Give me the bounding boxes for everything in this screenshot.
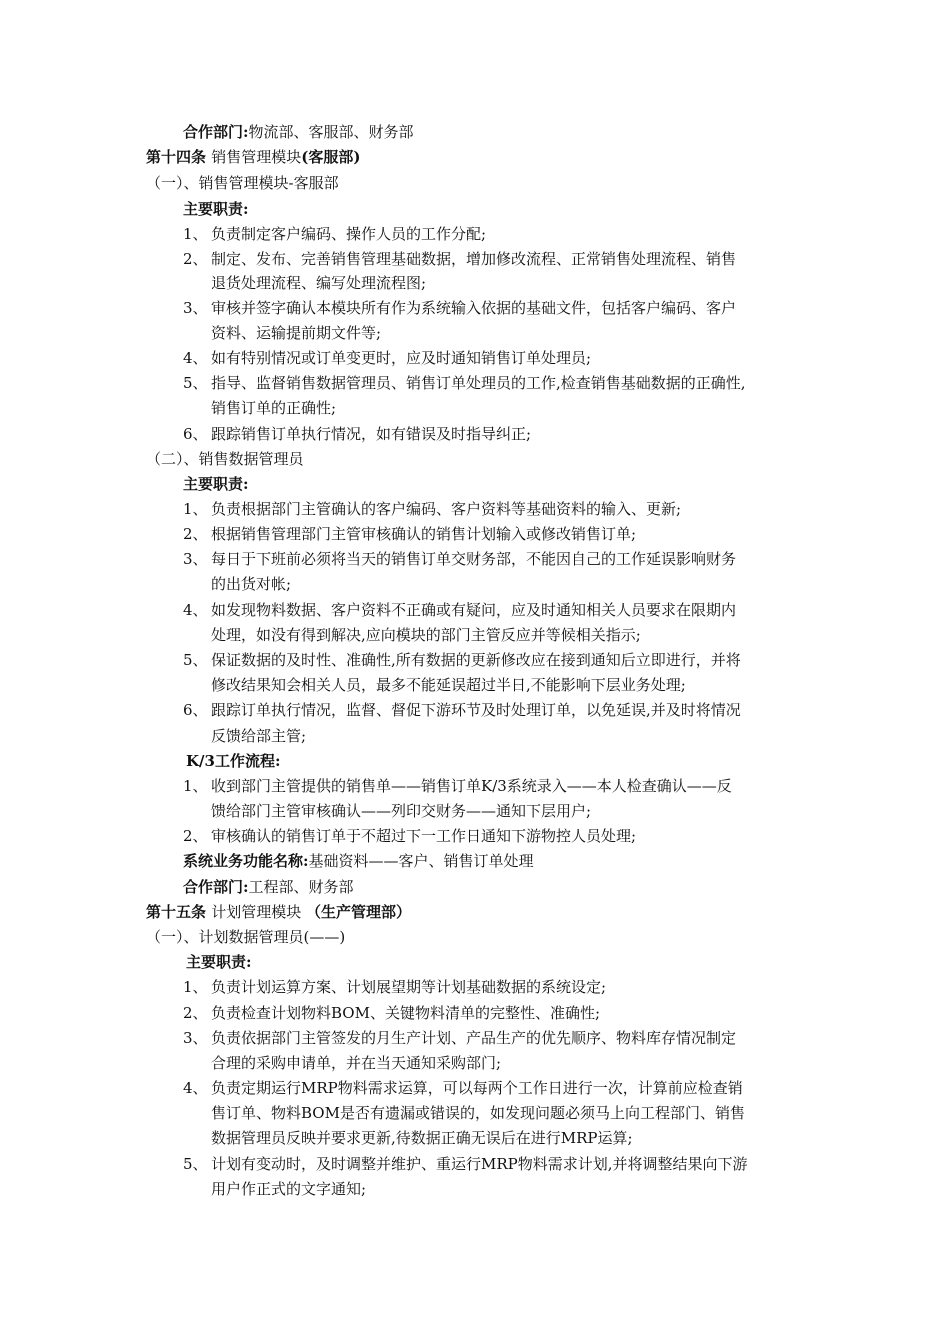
k3-workflow-heading: K/3工作流程: [186,752,281,770]
list-item: 4、 负责定期运行MRP物料需求运算，可以每两个工作日进行一次，计算前应检查销 [183,1079,743,1097]
list-item-continued: 馈给部门主管审核确认——列印交财务——通知下层用户; [211,802,592,820]
list-item-continued: 修改结果知会相关人员，最多不能延误超过半日,不能影响下层业务处理; [211,676,686,694]
section-heading: （一）、销售管理模块-客服部 [146,174,339,192]
list-item: 3、 每日于下班前必须将当天的销售订单交财务部，不能因自己的工作延误影响财务 [183,550,737,568]
list-item: 2、 负责检查计划物料BOM、关键物料清单的完整性、准确性; [183,1004,601,1022]
section-heading: （一）、计划数据管理员(——) [146,928,346,946]
list-item: 5、 计划有变动时，及时调整并维护、重运行MRP物料需求计划,并将调整结果向下游 [183,1155,748,1173]
list-item-continued: 处理，如没有得到解决,应向模块的部门主管反应并等候相关指示; [211,626,641,644]
list-item: 4、 如有特别情况或订单变更时，应及时通知销售订单处理员; [183,349,592,367]
list-item-continued: 用户作正式的文字通知; [211,1180,367,1198]
cooperation-dept-line: 合作部门:物流部、客服部、财务部 [183,123,414,141]
list-item: 2、 审核确认的销售订单于不超过下一工作日通知下游物控人员处理; [183,827,637,845]
list-item: 6、 跟踪销售订单执行情况，如有错误及时指导纠正; [183,425,532,443]
section-heading: （二）、销售数据管理员 [146,450,304,468]
list-item: 3、 审核并签字确认本模块所有作为系统输入依据的基础文件，包括客户编码、客户 [183,299,737,317]
list-item: 1、 负责根据部门主管确认的客户编码、客户资料等基础资料的输入、更新; [183,500,682,518]
duties-heading: 主要职责: [183,475,249,493]
list-item: 3、 负责依据部门主管签发的月生产计划、产品生产的优先顺序、物料库存情况制定 [183,1029,737,1047]
list-item: 1、 负责计划运算方案、计划展望期等计划基础数据的系统设定; [183,978,607,996]
list-item: 5、 指导、监督销售数据管理员、销售订单处理员的工作,检查销售基础数据的正确性, [183,374,746,392]
list-item-continued: 数据管理员反映并要求更新,待数据正确无误后在进行MRP运算; [211,1129,633,1147]
list-item-continued: 销售订单的正确性; [211,399,337,417]
list-item-continued: 的出货对帐; [211,575,292,593]
article-15-heading: 第十五条 计划管理模块 （生产管理部） [146,903,412,921]
duties-heading: 主要职责: [186,953,252,971]
list-item: 1、 收到部门主管提供的销售单——销售订单K/3系统录入——本人检查确认——反 [183,777,732,795]
duties-heading: 主要职责: [183,200,249,218]
list-item-continued: 资料、运输提前期文件等; [211,324,382,342]
list-item: 2、 根据销售管理部门主管审核确认的销售计划输入或修改销售订单; [183,525,637,543]
article-14-heading: 第十四条 销售管理模块(客服部) [146,148,361,166]
list-item: 4、 如发现物料数据、客户资料不正确或有疑问，应及时通知相关人员要求在限期内 [183,601,737,619]
list-item: 6、 跟踪订单执行情况，监督、督促下游环节及时处理订单，以免延误,并及时将情况 [183,701,741,719]
cooperation-dept-line: 合作部门:工程部、财务部 [183,878,354,896]
list-item-continued: 退货处理流程、编写处理流程图; [211,274,427,292]
list-item-continued: 反馈给部主管; [211,727,307,745]
list-item: 1、 负责制定客户编码、操作人员的工作分配; [183,225,487,243]
list-item: 5、 保证数据的及时性、准确性,所有数据的更新修改应在接到通知后立即进行，并将 [183,651,741,669]
list-item-continued: 售订单、物料BOM是否有遗漏或错误的，如发现问题必须马上向工程部门、销售 [211,1104,745,1122]
list-item: 2、 制定、发布、完善销售管理基础数据，增加修改流程、正常销售处理流程、销售 [183,250,737,268]
list-item-continued: 合理的采购申请单，并在当天通知采购部门; [211,1054,502,1072]
system-function-name-line: 系统业务功能名称:基础资料——客户、销售订单处理 [183,852,534,870]
